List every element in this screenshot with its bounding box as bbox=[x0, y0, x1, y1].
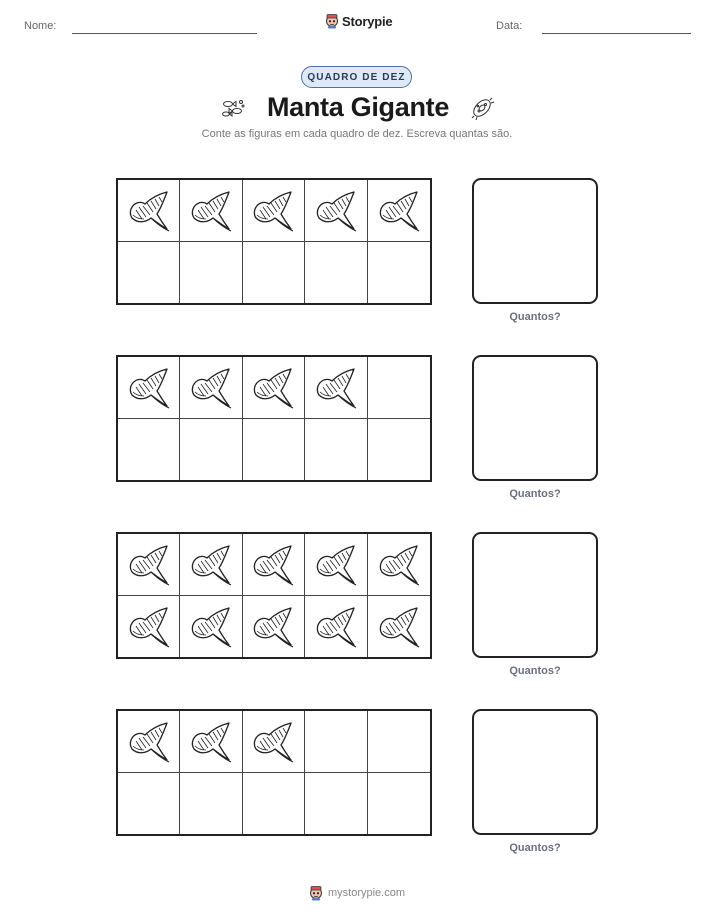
instructions: Conte as figuras em cada quadro de dez. Escreva quantas são. bbox=[201, 128, 513, 140]
answer-label: Quantos? bbox=[509, 311, 561, 323]
ten-frame-cell bbox=[305, 357, 367, 419]
name-label: Nome: bbox=[24, 20, 57, 32]
manta-ray-icon bbox=[189, 542, 233, 586]
title-row bbox=[0, 92, 714, 123]
answer-box[interactable] bbox=[472, 709, 598, 835]
ten-frame-cell bbox=[368, 711, 430, 773]
category-badge: QUADRO DE DEZ bbox=[301, 66, 412, 88]
ten-frame-cell bbox=[118, 419, 180, 481]
ten-frame-cell bbox=[243, 711, 305, 773]
answer-box[interactable] bbox=[472, 355, 598, 481]
ten-frame-cell bbox=[243, 419, 305, 481]
ten-frame-cell bbox=[243, 180, 305, 242]
ten-frame bbox=[116, 178, 432, 305]
manta-ray-icon bbox=[127, 719, 171, 763]
manta-ray-icon bbox=[127, 365, 171, 409]
answer-label: Quantos? bbox=[509, 665, 561, 677]
ten-frame-cell bbox=[180, 419, 242, 481]
manta-ray-icon bbox=[314, 188, 358, 232]
storypie-mascot-icon bbox=[325, 13, 339, 29]
date-label: Data: bbox=[496, 20, 523, 32]
ten-frame-cell bbox=[305, 711, 367, 773]
manta-ray-icon bbox=[189, 365, 233, 409]
manta-ray-icon bbox=[251, 365, 295, 409]
brand-name: Storypie bbox=[342, 13, 393, 29]
manta-ray-icon bbox=[377, 542, 421, 586]
manta-ray-icon bbox=[127, 542, 171, 586]
ten-frame-cell bbox=[243, 773, 305, 835]
ten-frame-cell bbox=[305, 534, 367, 596]
ten-frame-cell bbox=[180, 534, 242, 596]
ten-frame-cell bbox=[118, 773, 180, 835]
answer-label: Quantos? bbox=[509, 488, 561, 500]
fish-cluster-icon bbox=[219, 97, 247, 119]
ten-frame bbox=[116, 355, 432, 482]
manta-ray-icon bbox=[251, 719, 295, 763]
manta-ray-icon bbox=[377, 188, 421, 232]
ten-frame-cell bbox=[243, 242, 305, 304]
ten-frame-cell bbox=[118, 242, 180, 304]
protozoa-icon bbox=[469, 95, 495, 121]
ten-frame-cell bbox=[180, 242, 242, 304]
footer bbox=[0, 885, 714, 901]
manta-ray-icon bbox=[314, 604, 358, 648]
ten-frame-cell bbox=[305, 773, 367, 835]
ten-frame-cell bbox=[368, 357, 430, 419]
ten-frame-cell bbox=[368, 180, 430, 242]
ten-frame-cell bbox=[118, 596, 180, 658]
ten-frame-cell bbox=[368, 242, 430, 304]
ten-frame bbox=[116, 709, 432, 836]
ten-frame-cell bbox=[243, 596, 305, 658]
ten-frame-cell bbox=[368, 534, 430, 596]
ten-frame-cell bbox=[180, 596, 242, 658]
manta-ray-icon bbox=[127, 604, 171, 648]
brand-logo bbox=[325, 13, 392, 29]
ten-frame-cell bbox=[305, 180, 367, 242]
name-field[interactable] bbox=[72, 33, 257, 34]
ten-frame-cell bbox=[368, 773, 430, 835]
ten-frame-cell bbox=[305, 419, 367, 481]
ten-frame-cell bbox=[368, 419, 430, 481]
manta-ray-icon bbox=[189, 604, 233, 648]
ten-frame bbox=[116, 532, 432, 659]
storypie-mascot-icon bbox=[309, 885, 323, 901]
manta-ray-icon bbox=[314, 365, 358, 409]
ten-frame-cell bbox=[180, 357, 242, 419]
manta-ray-icon bbox=[127, 188, 171, 232]
answer-label: Quantos? bbox=[509, 842, 561, 854]
ten-frame-cell bbox=[243, 357, 305, 419]
manta-ray-icon bbox=[251, 604, 295, 648]
answer-box[interactable] bbox=[472, 178, 598, 304]
ten-frame-cell bbox=[305, 596, 367, 658]
ten-frame-cell bbox=[118, 357, 180, 419]
ten-frame-cell bbox=[243, 534, 305, 596]
manta-ray-icon bbox=[189, 188, 233, 232]
ten-frame-cell bbox=[305, 242, 367, 304]
ten-frame-cell bbox=[180, 711, 242, 773]
ten-frame-cell bbox=[368, 596, 430, 658]
ten-frame-cell bbox=[118, 711, 180, 773]
answer-box[interactable] bbox=[472, 532, 598, 658]
footer-url[interactable]: mystorypie.com bbox=[327, 887, 406, 899]
manta-ray-icon bbox=[251, 542, 295, 586]
ten-frame-cell bbox=[180, 773, 242, 835]
worksheet-title: Manta Gigante bbox=[266, 92, 450, 122]
ten-frame-cell bbox=[180, 180, 242, 242]
ten-frame-cell bbox=[118, 180, 180, 242]
ten-frame-cell bbox=[118, 534, 180, 596]
manta-ray-icon bbox=[189, 719, 233, 763]
manta-ray-icon bbox=[314, 542, 358, 586]
manta-ray-icon bbox=[377, 604, 421, 648]
manta-ray-icon bbox=[251, 188, 295, 232]
date-field[interactable] bbox=[542, 33, 691, 34]
